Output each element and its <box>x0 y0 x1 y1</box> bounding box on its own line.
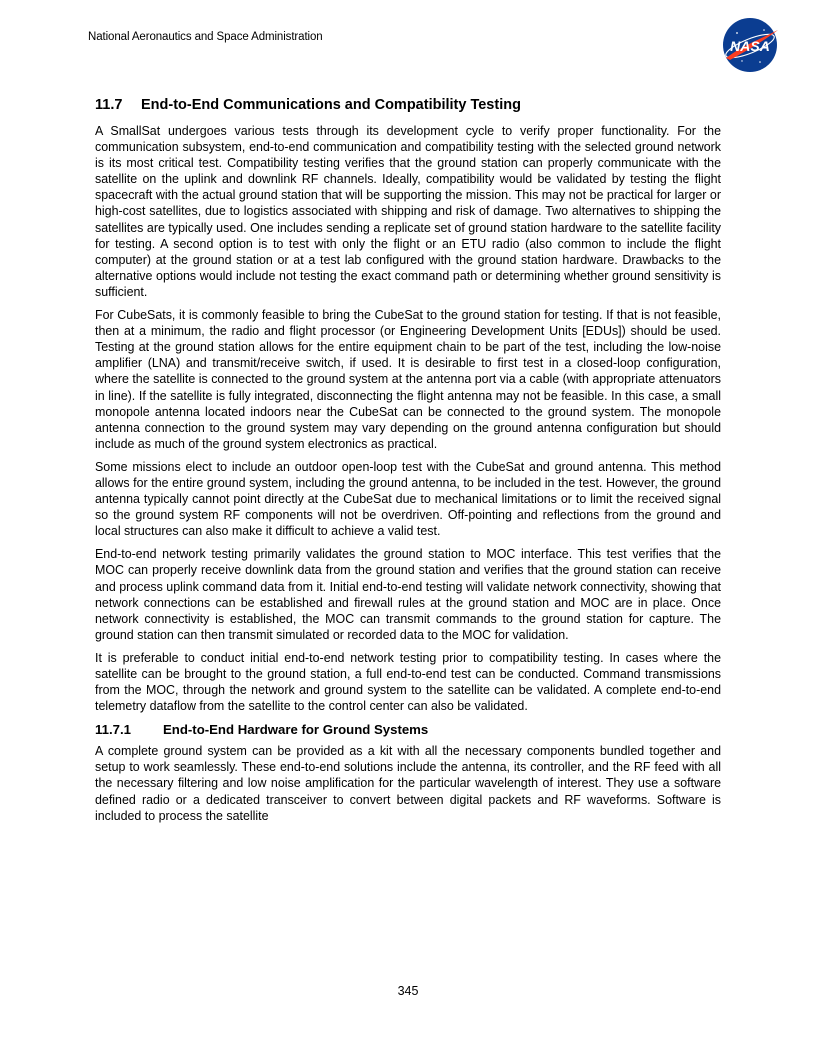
section-title: End-to-End Communications and Compatibility Testing <box>141 97 521 113</box>
main-content <box>95 96 721 831</box>
subsection-heading <box>95 721 721 738</box>
section-paragraph-1: A SmallSat undergoes various tests through its development cycle to verify proper functionality. For the communication subsystem, end-to-end communication and compatibility testing with the selected ground network is its most critical test. Compatibility testing verifies that the ground station can properly communicate with the satellite on the uplink and downlink RF channels. Ideally, compatibility would be validated by testing the flight spacecraft with the actual ground station that will be supporting the mission. This may not be practical for larger or high-cost satellites, due to logistics associated with shipping and risk of damage. Two alternatives to shipping the satellites are typically used. One includes sending a replicate set of ground station hardware to the satellite facility for testing. A second option is to test with only the flight or an ETU radio (also common to include the flight computer) at the ground station or at a test lab configured with the ground station hardware. Drawbacks to the alternative options would include not testing the exact command path or determining whether ground sensitivity is sufficient. <box>95 124 721 299</box>
nasa-logo <box>720 16 780 74</box>
subsection-title: End-to-End Hardware for Ground Systems <box>163 722 429 738</box>
section-paragraph-4: End-to-end network testing primarily validates the ground station to MOC interface. This test verifies that the MOC can properly receive downlink data from the ground station and verifies that the ground station can receive and process uplink command data from it. Initial end-to-end testing will validate network connectivity, showing that network connections can be established and firewall rules at the ground station and MOC are in place. Once network connectivity is established, the MOC can transmit commands to the ground station for capture. The ground station can then transmit simulated or recorded data to the MOC for validation. <box>95 547 721 642</box>
section-number: 11.7 <box>95 97 123 113</box>
subsection-paragraph-1: A complete ground system can be provided as a kit with all the necessary components bundled together and setup to work seamlessly. These end-to-end solutions include the antenna, its controller, and the RF feed with all the necessary filtering and low noise amplification for the particular wavelength of interest. They use a software defined radio or a dedicated transceiver to convert between digital packets and RF waveforms. Software is included to process the satellite <box>95 744 721 823</box>
logo-wordmark: NASA <box>730 38 770 54</box>
section-heading <box>95 96 721 114</box>
agency-name: National Aeronautics and Space Administration <box>88 31 323 43</box>
section-paragraph-2: For CubeSats, it is commonly feasible to bring the CubeSat to the ground station for testing. If that is not feasible, then at a minimum, the radio and flight processor (or Engineering Development Units [EDUs]) should be used. Testing at the ground station allows for the entire equipment chain to be part of the test, including the low-noise amplifier (LNA) and transmit/receive switch, if used. It is desirable to first test in a closed-loop configuration, where the satellite is connected to the ground system at the antenna port via a cable (with appropriate attenuators in line). If the satellite is fully integrated, disconnecting the flight antenna may not be feasible. In this case, a small monopole antenna located indoors near the CubeSat can be connected to the ground system. The monopole antenna connection to the ground system may vary depending on the ground antenna configuration but should include as much of the ground system electronics as practical. <box>95 308 721 451</box>
section-paragraph-5: It is preferable to conduct initial end-to-end network testing prior to compatibility testing. In cases where the satellite can be brought to the ground station, a full end-to-end test can be conducted. Command transmissions from the MOC, through the network and ground system to the satellite can be validated. A complete end-to-end telemetry dataflow from the satellite to the control center can also be validated. <box>95 650 721 714</box>
page-number: 345 <box>397 984 419 998</box>
section-paragraph-3: Some missions elect to include an outdoor open-loop test with the CubeSat and ground antenna. This method allows for the entire ground system, including the ground antenna, to be included in the test. However, the ground antenna typically cannot point directly at the CubeSat due to mechanical limitations or to limit the received signal so the ground system RF components will not be overdriven. Off-pointing and reflections from the ground and local structures can also make it difficult to achieve a valid test. <box>95 459 721 539</box>
subsection-number: 11.7.1 <box>95 722 131 738</box>
